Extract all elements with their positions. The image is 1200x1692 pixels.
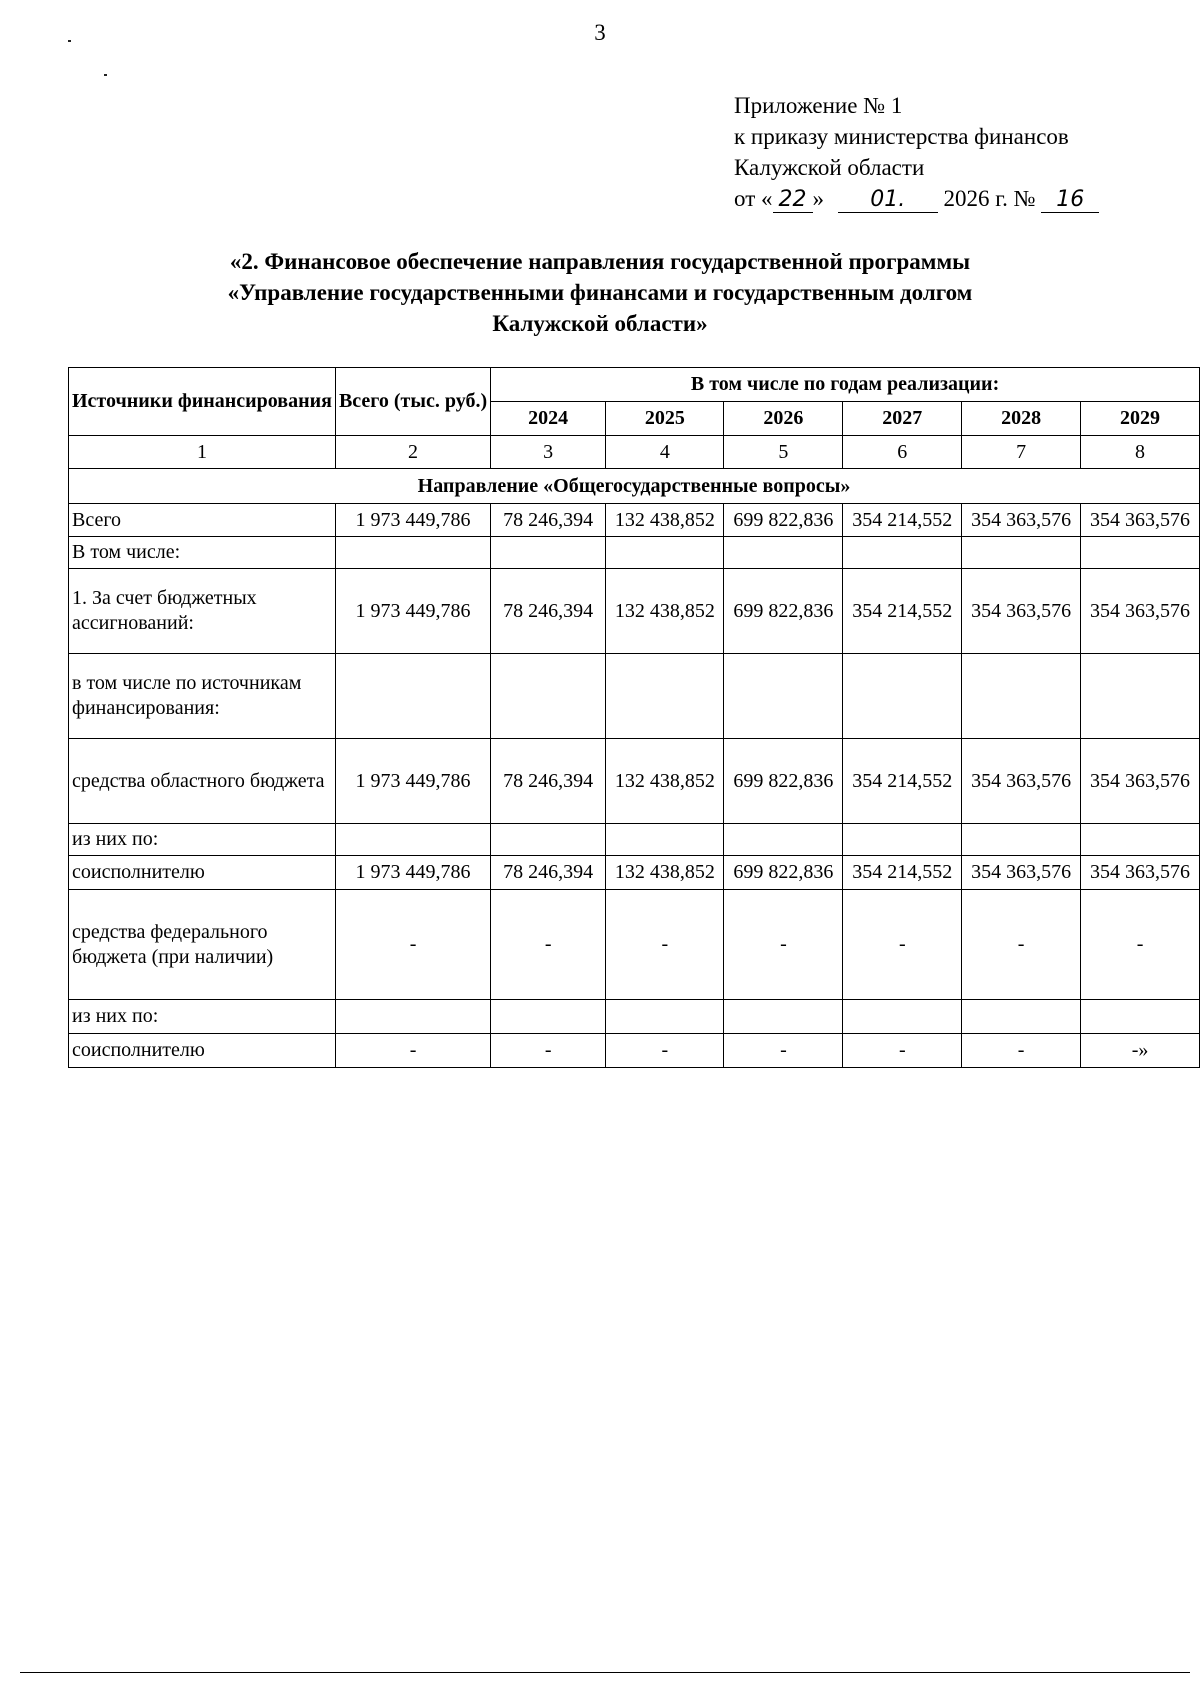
cell-value: - (491, 890, 606, 1000)
cell-value: 78 246,394 (491, 856, 606, 890)
handwritten-month: 01. (838, 188, 938, 213)
cell-value (335, 654, 490, 739)
cell-value (843, 537, 962, 569)
cell-value: 354 363,576 (1081, 504, 1200, 537)
cell-value: - (962, 890, 1081, 1000)
cell-value (491, 654, 606, 739)
cell-value: - (335, 1034, 490, 1068)
cell-value: - (1081, 890, 1200, 1000)
cell-value: 354 214,552 (843, 569, 962, 654)
cell-value (491, 824, 606, 856)
row-label: Всего (69, 504, 336, 537)
cell-value (724, 1000, 843, 1034)
date-prefix: от « (734, 186, 773, 211)
cell-value: 354 363,576 (962, 739, 1081, 824)
title-line-1: «2. Финансовое обеспечение направления государственной программы (229, 249, 971, 274)
row-label: средства областного бюджета (69, 739, 336, 824)
cell-value (1081, 824, 1200, 856)
cell-value (962, 537, 1081, 569)
cell-value: 354 363,576 (1081, 739, 1200, 824)
header-year: 2029 (1081, 402, 1200, 436)
cell-value (606, 1000, 724, 1034)
cell-value: 132 438,852 (606, 504, 724, 537)
cell-value (606, 654, 724, 739)
cell-value: 78 246,394 (491, 739, 606, 824)
appendix-line-2: к приказу министерства финансов (734, 124, 1069, 149)
cell-value (335, 537, 490, 569)
table-row (69, 569, 1200, 654)
cell-value (1081, 1000, 1200, 1034)
row-label: 1. За счет бюджетных ассигнований: (69, 569, 336, 654)
cell-value: - (491, 1034, 606, 1068)
row-label: В том числе: (69, 537, 336, 569)
cell-value: - (724, 1034, 843, 1068)
cell-value (335, 824, 490, 856)
header-by-years: В том числе по годам реализации: (491, 368, 1200, 402)
header-year: 2028 (962, 402, 1081, 436)
cell-value (724, 537, 843, 569)
cell-value: - (335, 890, 490, 1000)
table-row (69, 654, 1200, 739)
header-year: 2026 (724, 402, 843, 436)
handwritten-day: 22 (773, 188, 813, 213)
row-label: из них по: (69, 1000, 336, 1034)
document-title (80, 246, 1120, 339)
cell-value: 354 214,552 (843, 504, 962, 537)
table-row (69, 1000, 1200, 1034)
cell-value (491, 1000, 606, 1034)
column-number: 6 (843, 436, 962, 469)
cell-value: 1 973 449,786 (335, 569, 490, 654)
table-row (69, 856, 1200, 890)
cell-value: 1 973 449,786 (335, 739, 490, 824)
cell-value (491, 537, 606, 569)
cell-value: 699 822,836 (724, 504, 843, 537)
cell-value: 354 363,576 (1081, 856, 1200, 890)
cell-value: 354 214,552 (843, 739, 962, 824)
table-row (69, 890, 1200, 1000)
header-year: 2024 (491, 402, 606, 436)
scan-speck (68, 40, 71, 42)
cell-value: 78 246,394 (491, 504, 606, 537)
title-line-3: Калужской области» (492, 311, 708, 336)
cell-value: 699 822,836 (724, 739, 843, 824)
cell-value: 354 214,552 (843, 856, 962, 890)
table-row (69, 739, 1200, 824)
cell-value (1081, 537, 1200, 569)
appendix-line-3: Калужской области (734, 155, 925, 180)
date-year: 2026 г. № (943, 186, 1036, 211)
cell-value: - (843, 890, 962, 1000)
cell-value: 354 363,576 (1081, 569, 1200, 654)
cell-value (724, 654, 843, 739)
header-sources: Источники финансирования (69, 368, 336, 436)
handwritten-doc-number: 16 (1041, 188, 1099, 213)
cell-value: - (606, 890, 724, 1000)
cell-value: 699 822,836 (724, 569, 843, 654)
column-number: 7 (962, 436, 1081, 469)
section-header: Направление «Общегосударственные вопросы» (69, 469, 1200, 504)
cell-value: - (962, 1034, 1081, 1068)
row-label: соисполнителю (69, 1034, 336, 1068)
cell-value (724, 824, 843, 856)
cell-value: 78 246,394 (491, 569, 606, 654)
header-total: Всего (тыс. руб.) (335, 368, 490, 436)
cell-value: - (724, 890, 843, 1000)
cell-value: 1 973 449,786 (335, 504, 490, 537)
cell-value: -» (1081, 1034, 1200, 1068)
column-number: 5 (724, 436, 843, 469)
row-label: из них по: (69, 824, 336, 856)
appendix-date-line (734, 183, 1099, 214)
cell-value (843, 654, 962, 739)
footer-rule (20, 1672, 1190, 1673)
cell-value: 354 363,576 (962, 856, 1081, 890)
table-row (69, 1034, 1200, 1068)
cell-value (962, 1000, 1081, 1034)
cell-value: 132 438,852 (606, 739, 724, 824)
cell-value (606, 824, 724, 856)
column-number: 1 (69, 436, 336, 469)
page-number: 3 (594, 20, 606, 45)
row-label: в том числе по источникам финансирования: (69, 654, 336, 739)
row-label: соисполнителю (69, 856, 336, 890)
cell-value (1081, 654, 1200, 739)
appendix-block (734, 90, 1099, 214)
date-quote-close: » (812, 186, 824, 211)
appendix-line-1: Приложение № 1 (734, 93, 903, 118)
cell-value: 354 363,576 (962, 504, 1081, 537)
cell-value: - (843, 1034, 962, 1068)
cell-value (962, 824, 1081, 856)
header-year: 2025 (606, 402, 724, 436)
cell-value: 132 438,852 (606, 569, 724, 654)
table-row (69, 537, 1200, 569)
financing-table (68, 367, 1200, 1068)
header-year: 2027 (843, 402, 962, 436)
cell-value (843, 824, 962, 856)
title-line-2: «Управление государственными финансами и государственным долгом (227, 280, 973, 305)
cell-value: 699 822,836 (724, 856, 843, 890)
table-row (69, 824, 1200, 856)
cell-value: 354 363,576 (962, 569, 1081, 654)
column-number: 8 (1081, 436, 1200, 469)
cell-value (962, 654, 1081, 739)
cell-value (606, 537, 724, 569)
column-number: 3 (491, 436, 606, 469)
cell-value: 1 973 449,786 (335, 856, 490, 890)
cell-value: - (606, 1034, 724, 1068)
table-row (69, 504, 1200, 537)
column-number: 2 (335, 436, 490, 469)
row-label: средства федерального бюджета (при наличии) (69, 890, 336, 1000)
cell-value (843, 1000, 962, 1034)
scan-speck (104, 74, 107, 76)
cell-value (335, 1000, 490, 1034)
cell-value: 132 438,852 (606, 856, 724, 890)
column-number: 4 (606, 436, 724, 469)
